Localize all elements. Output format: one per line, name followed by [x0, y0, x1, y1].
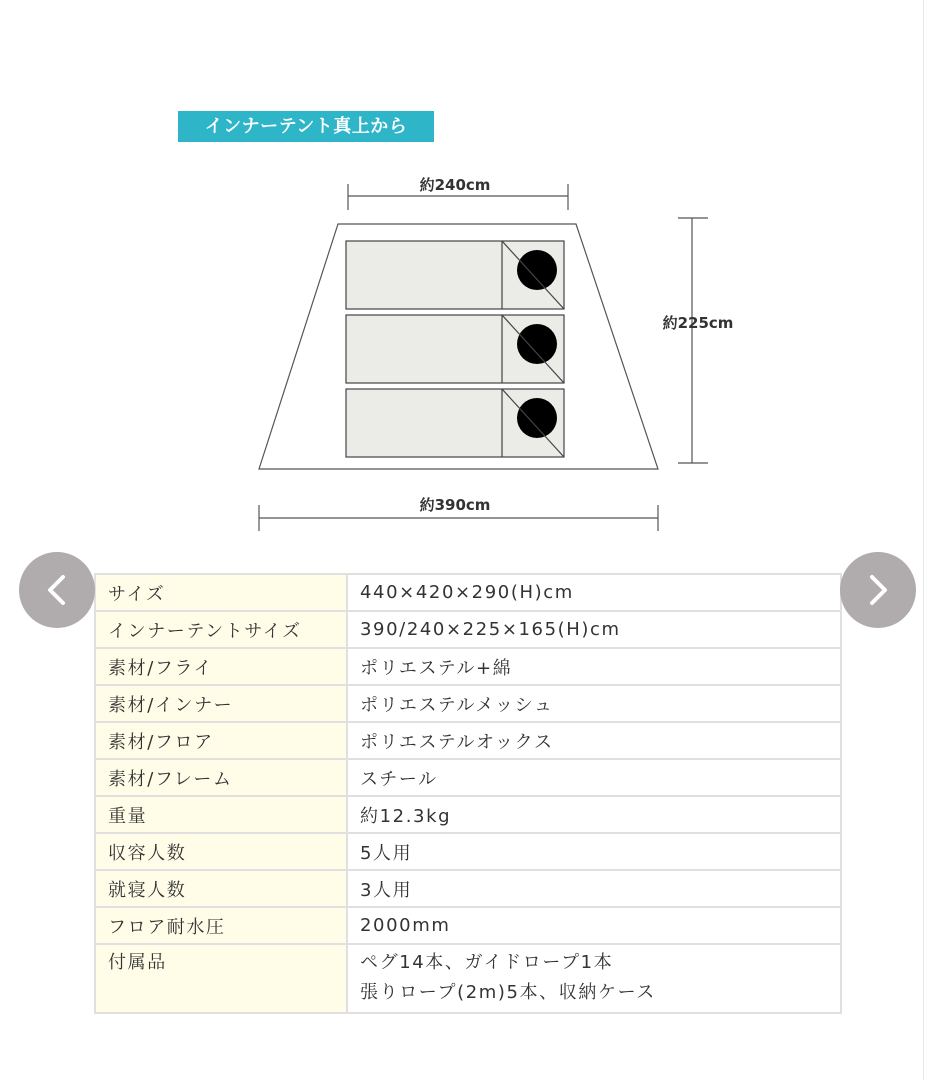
table-row: [95, 944, 841, 1013]
spec-value: 2000mm: [347, 907, 841, 944]
spec-key: 重量: [95, 796, 347, 833]
spec-value: 390/240×225×165(H)cm: [347, 611, 841, 648]
spec-value: ポリエステルオックス: [347, 722, 841, 759]
dimension-right: [663, 218, 734, 463]
spec-value: ポリエステル+綿: [347, 648, 841, 685]
spec-key: 素材/インナー: [95, 685, 347, 722]
spec-value: 5人用: [347, 833, 841, 870]
chevron-left-icon: [19, 552, 95, 628]
sleeping-mat-3: [346, 389, 564, 457]
dimension-right-label: 約225cm: [662, 314, 734, 332]
table-row: [95, 574, 841, 611]
previous-image-button[interactable]: [19, 552, 95, 628]
dimension-bottom: [259, 496, 658, 531]
sleeping-mat-2: [346, 315, 564, 383]
dimension-bottom-label: 約390cm: [419, 496, 491, 514]
spec-value: スチール: [347, 759, 841, 796]
table-row: [95, 907, 841, 944]
chevron-right-icon: [840, 552, 916, 628]
table-row: [95, 796, 841, 833]
spec-value: [347, 944, 841, 1013]
spec-value: 440×420×290(H)cm: [347, 574, 841, 611]
spec-value-line-1: ペグ14本、ガイドロープ1本: [360, 952, 614, 973]
table-row: [95, 685, 841, 722]
spec-value: 約12.3kg: [347, 796, 841, 833]
table-row: [95, 870, 841, 907]
spec-key: 収容人数: [95, 833, 347, 870]
dimension-top-label: 約240cm: [419, 176, 491, 194]
spec-value-line-2: 張りロープ(2m)5本、収納ケース: [360, 982, 656, 1003]
table-row: [95, 722, 841, 759]
pillow-icon: [517, 250, 557, 290]
spec-table: [94, 573, 842, 1014]
diagram-title: インナーテント真上から: [178, 111, 434, 142]
table-row: [95, 759, 841, 796]
table-row: [95, 611, 841, 648]
dimension-top: [348, 176, 568, 210]
pillow-icon: [517, 324, 557, 364]
spec-value: 3人用: [347, 870, 841, 907]
spec-key: 付属品: [95, 944, 347, 1013]
spec-key: 素材/フレーム: [95, 759, 347, 796]
sleeping-mat-1: [346, 241, 564, 309]
spec-value: ポリエステルメッシュ: [347, 685, 841, 722]
spec-key: インナーテントサイズ: [95, 611, 347, 648]
pillow-icon: [517, 398, 557, 438]
spec-key: サイズ: [95, 574, 347, 611]
spec-key: 就寝人数: [95, 870, 347, 907]
next-image-button[interactable]: [840, 552, 916, 628]
spec-key: フロア耐水圧: [95, 907, 347, 944]
table-row: [95, 833, 841, 870]
spec-key: 素材/フロア: [95, 722, 347, 759]
table-row: [95, 648, 841, 685]
spec-key: 素材/フライ: [95, 648, 347, 685]
